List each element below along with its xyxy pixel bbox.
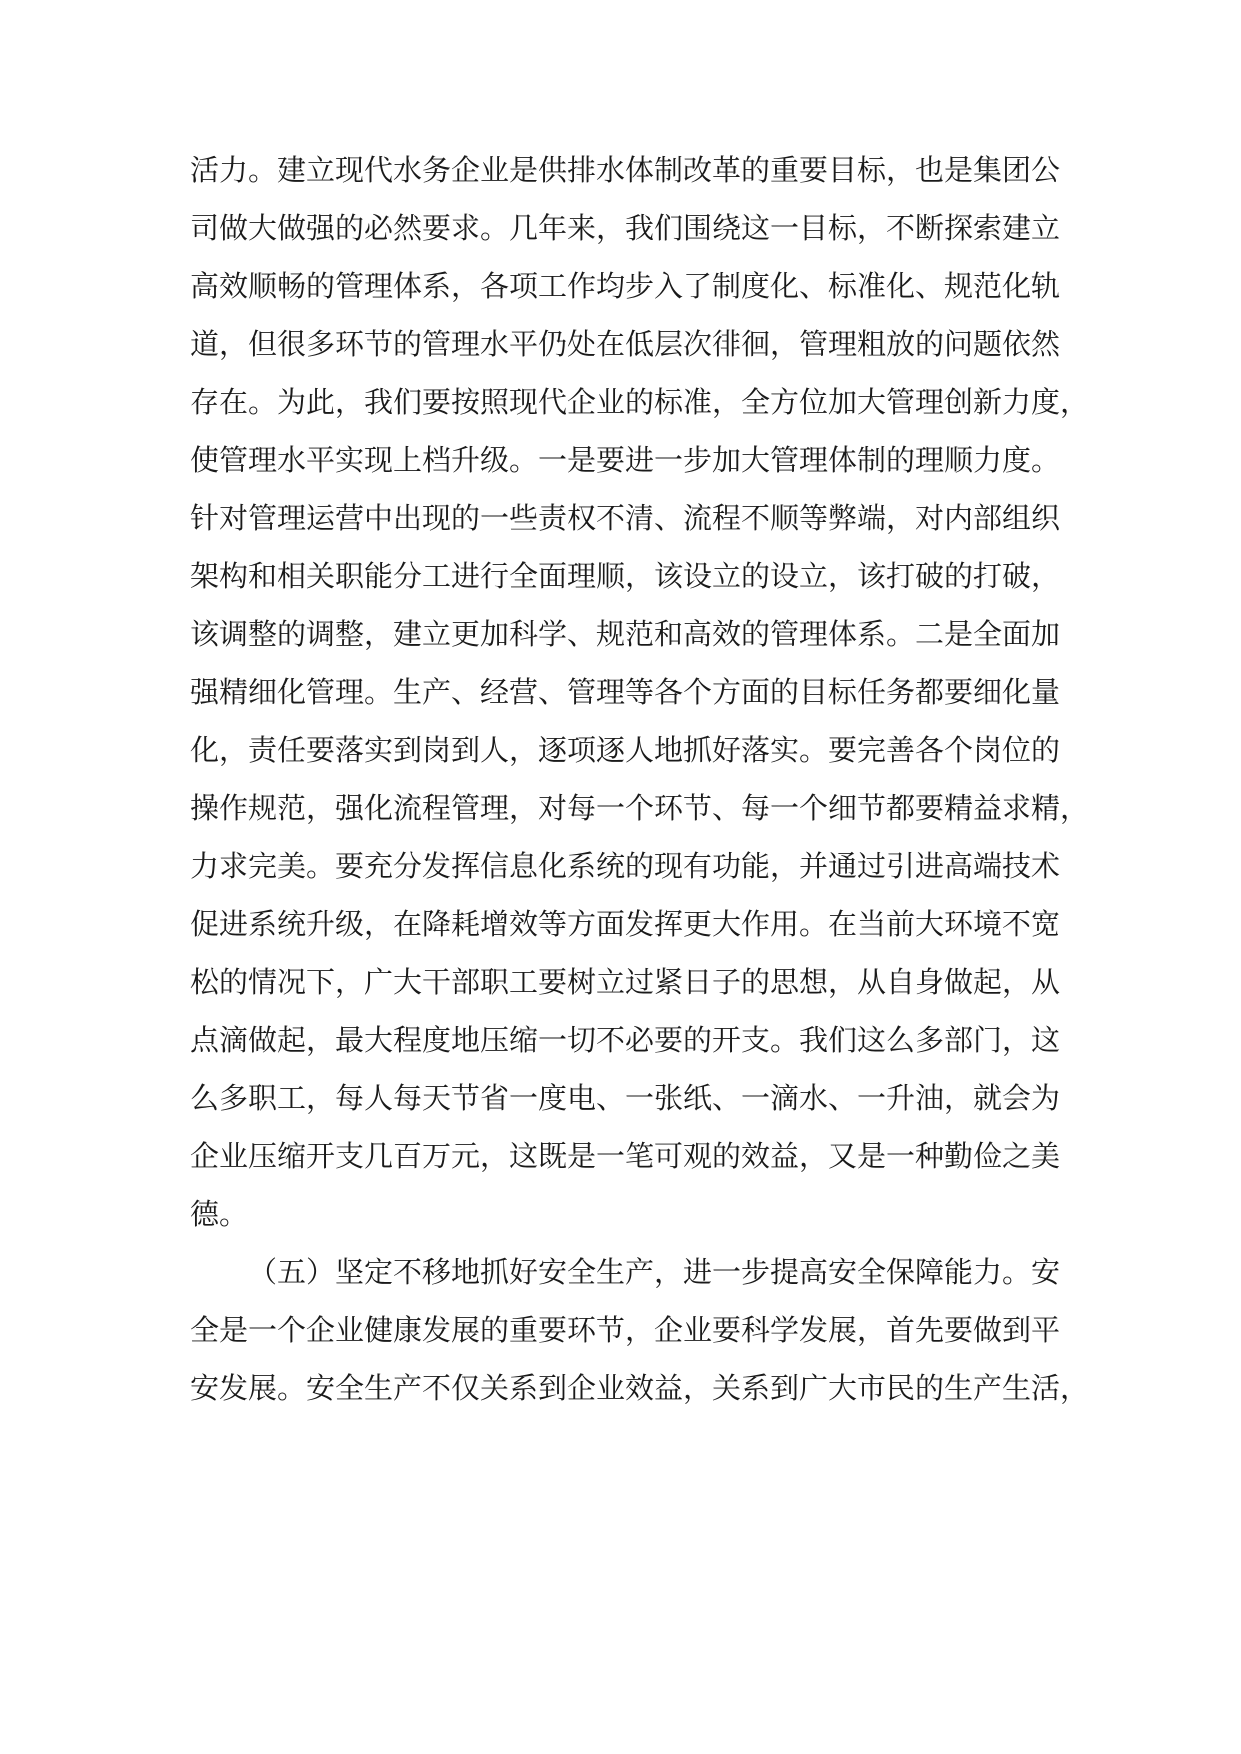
text-line: 企业压缩开支几百万元，这既是一笔可观的效益，又是一种勤俭之美: [190, 1139, 1061, 1173]
text-line: 高效顺畅的管理体系，各项工作均步入了制度化、标准化、规范化轨: [190, 269, 1061, 303]
text-line: 全是一个企业健康发展的重要环节，企业要科学发展，首先要做到平: [190, 1313, 1061, 1347]
text-line: 德。: [190, 1197, 249, 1231]
text-line: 道，但很多环节的管理水平仍处在低层次徘徊，管理粗放的问题依然: [190, 327, 1061, 361]
text-line: 操作规范，强化流程管理，对每一个环节、每一个细节都要精益求精，: [190, 791, 1090, 825]
text-line: 化，责任要落实到岗到人，逐项逐人地抓好落实。要完善各个岗位的: [190, 733, 1061, 767]
text-line: 架构和相关职能分工进行全面理顺，该设立的设立，该打破的打破，: [190, 559, 1061, 593]
text-line: 该调整的调整，建立更加科学、规范和高效的管理体系。二是全面加: [190, 617, 1061, 651]
text-line: 安发展。安全生产不仅关系到企业效益，关系到广大市民的生产生活，: [190, 1371, 1090, 1405]
text-line: 使管理水平实现上档升级。一是要进一步加大管理体制的理顺力度。: [190, 443, 1061, 477]
text-line: 针对管理运营中出现的一些责权不清、流程不顺等弊端，对内部组织: [190, 501, 1061, 535]
text-line: 强精细化管理。生产、经营、管理等各个方面的目标任务都要细化量: [190, 675, 1061, 709]
text-line: 活力。建立现代水务企业是供排水体制改革的重要目标，也是集团公: [190, 153, 1061, 187]
text-line: 司做大做强的必然要求。几年来，我们围绕这一目标，不断探索建立: [190, 211, 1061, 245]
text-line: 存在。为此，我们要按照现代企业的标准，全方位加大管理创新力度，: [190, 385, 1090, 419]
text-line: 促进系统升级，在降耗增效等方面发挥更大作用。在当前大环境不宽: [190, 907, 1061, 941]
text-line: 么多职工，每人每天节省一度电、一张纸、一滴水、一升油，就会为: [190, 1081, 1061, 1115]
text-line: 力求完美。要充分发挥信息化系统的现有功能，并通过引进高端技术: [190, 849, 1061, 883]
text-line: 松的情况下，广大干部职工要树立过紧日子的思想，从自身做起，从: [190, 965, 1061, 999]
text-line: 点滴做起，最大程度地压缩一切不必要的开支。我们这么多部门，这: [190, 1023, 1061, 1057]
section-heading-line: （五）坚定不移地抓好安全生产，进一步提高安全保障能力。安: [248, 1255, 1061, 1289]
